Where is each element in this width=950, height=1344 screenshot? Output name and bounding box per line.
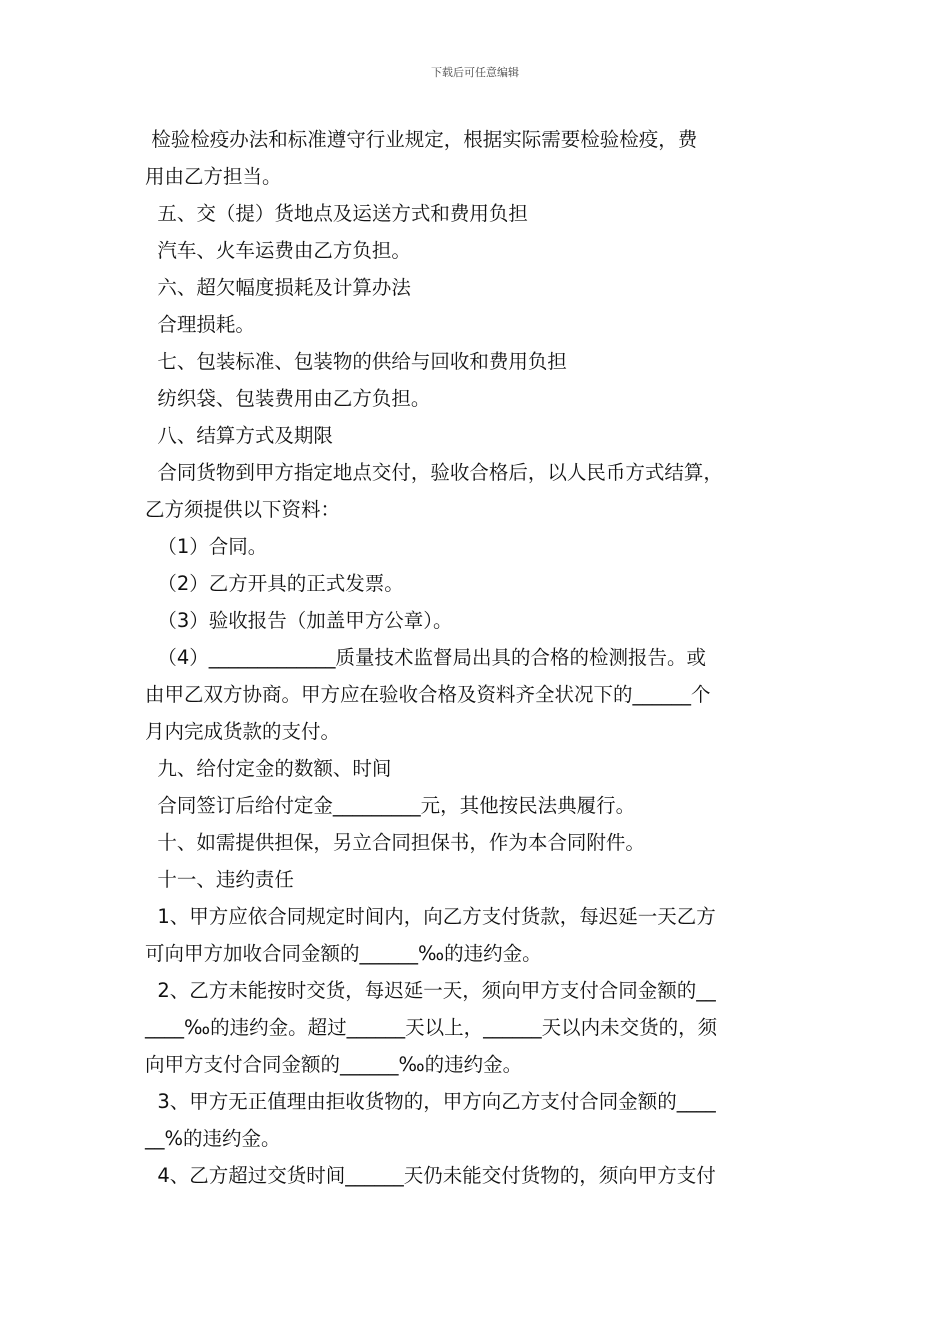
clause-1-line-2: 可向甲方加收合同金额的______‰的违约金。 [145, 942, 542, 965]
list-item-4: （4）_____________质量技术监督局出具的合格的检测报告。或 [145, 646, 707, 669]
list-item-1: （1）合同。 [145, 535, 268, 558]
clause-3-line-2: __%的违约金。 [145, 1127, 281, 1150]
text-line-6: 合理损耗。 [145, 313, 255, 336]
page-header: 下载后可任意编辑 [431, 66, 519, 79]
text-line-8: 纺织袋、包装费用由乙方负担。 [145, 387, 431, 410]
clause-2-line-3: 向甲方支付合同金额的______‰的违约金。 [145, 1053, 523, 1076]
section-heading-7: 七、包装标准、包装物的供给与回收和费用负担 [145, 350, 567, 373]
document-body [145, 121, 825, 1194]
text-line-11: 乙方须提供以下资料： [145, 498, 341, 521]
section-heading-5: 五、交（提）货地点及运送方式和费用负担 [145, 202, 528, 225]
text-line-19: 合同签订后给付定金_________元，其他按民法典履行。 [145, 794, 636, 817]
text-line-4: 汽车、火车运费由乙方负担。 [145, 239, 411, 262]
section-heading-9: 九、给付定金的数额、时间 [145, 757, 392, 780]
text-line-17: 月内完成货款的支付。 [145, 720, 341, 743]
clause-2-line-1: 2、乙方未能按时交货，每迟延一天，须向甲方支付合同金额的__ [145, 979, 716, 1002]
text-line-16: 由甲乙双方协商。甲方应在验收合格及资料齐全状况下的______个 [145, 683, 711, 706]
section-heading-11: 十一、违约责任 [145, 868, 294, 891]
text-line-2: 用由乙方担当。 [145, 165, 282, 188]
section-heading-10: 十、如需提供担保，另立合同担保书，作为本合同附件。 [145, 831, 645, 854]
list-item-3: （3）验收报告（加盖甲方公章）。 [145, 609, 453, 632]
clause-1-line-1: 1、甲方应依合同规定时间内，向乙方支付货款，每迟延一天乙方 [145, 905, 716, 928]
section-heading-6: 六、超欠幅度损耗及计算办法 [145, 276, 411, 299]
clause-2-line-2: ____‰的违约金。超过______天以上，______天以内未交货的，须 [145, 1016, 718, 1039]
list-item-2: （2）乙方开具的正式发票。 [145, 572, 404, 595]
clause-3-line-1: 3、甲方无正值理由拒收货物的，甲方向乙方支付合同金额的____ [145, 1090, 716, 1113]
section-heading-8: 八、结算方式及期限 [145, 424, 333, 447]
text-line-10: 合同货物到甲方指定地点交付，验收合格后，以人民币方式结算， [145, 461, 723, 484]
clause-4-line-1: 4、乙方超过交货时间______天仍未能交付货物的，须向甲方支付 [145, 1164, 716, 1187]
text-line-1: 检验检疫办法和标准遵守行业规定，根据实际需要检验检疫，费 [145, 128, 698, 151]
